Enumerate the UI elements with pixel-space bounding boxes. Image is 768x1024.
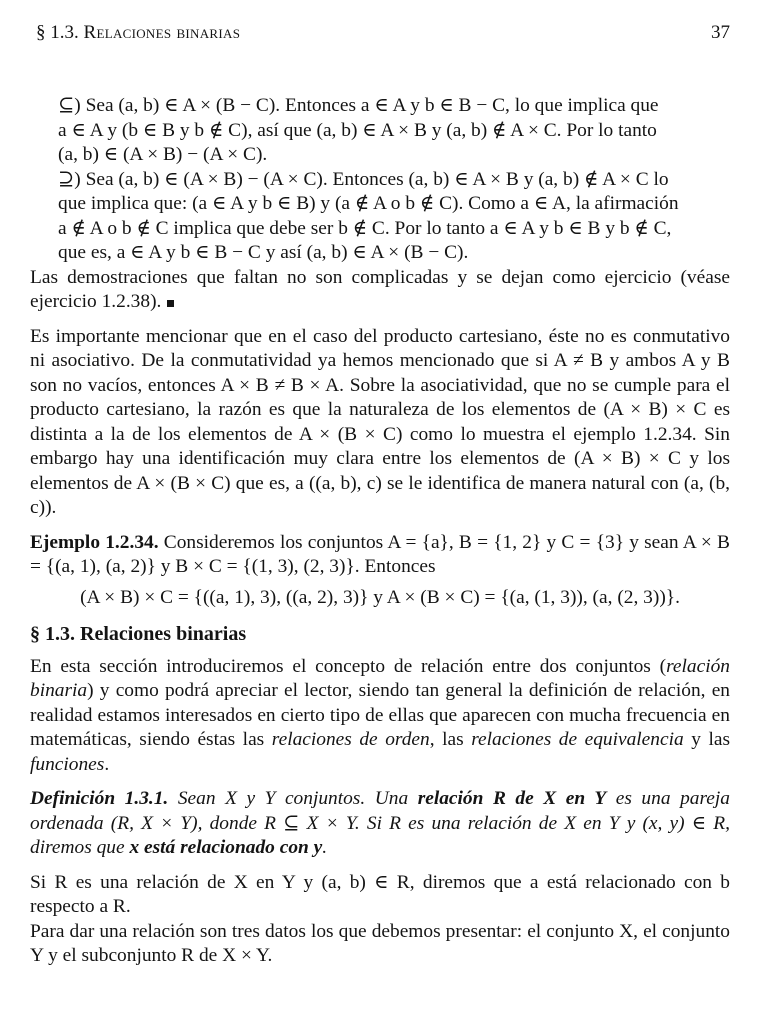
proof-line: (a, b) ∈ (A × B) − (A × C). — [58, 144, 268, 165]
intro-text: ) y como podrá apreciar el lector, siendo tan general la definición de relación, en realidad estamos interesados en cierto tipo de ellas que aparecen con mucha frecuencia en matemáticas, siendo éstas las — [30, 680, 730, 750]
intro-emphasis: relaciones de equivalencia — [471, 729, 684, 750]
example-1-2-34 — [30, 531, 730, 580]
proof-line-text: Sea (a, b) ∈ (A × B) − (A × C). Entonces (a, b) ∈ A × B y (a, b) ∉ A × C lo — [85, 168, 669, 190]
definition-term: x está relacionado con y — [129, 837, 323, 858]
example-display-formula: (A × B) × C = {((a, 1), 3), ((a, 2), 3)} y A × (B × C) = {(a, (1, 3)), (a, (2, 3))}. — [80, 586, 680, 608]
proof-line: que es, a ∈ A y b ∈ B − C y así (a, b) ∈ A × (B − C). — [58, 242, 469, 263]
proof-line: que implica que: (a ∈ A y b ∈ B) y (a ∉ A o b ∉ C). Como a ∈ A, la afirmación — [58, 193, 679, 214]
proof-marker-superset: ⊇) — [58, 168, 81, 190]
proof-subset-case — [30, 94, 730, 168]
running-header-title — [36, 22, 240, 44]
proof-line — [30, 168, 730, 193]
intro-text: En esta sección introduciremos el concepto de relación entre dos conjuntos ( — [30, 655, 667, 677]
proof-closing-text: Las demostraciones que faltan no son complicadas y se dejan como ejercicio (véase ejercicio 1.2.38). — [30, 266, 730, 312]
intro-emphasis: relaciones de orden — [271, 729, 430, 750]
paragraph-three-data: Para dar una relación son tres datos los que debemos presentar: el conjunto X, el conjunto Y y el subconjunto R de X × Y. — [30, 920, 730, 966]
example-text: Consideremos los conjuntos A = {a}, B = {1, 2} y C = {3} y sean A × B = {(a, 1), (a, 2)} y B × C = {(1, 3), (2, 3)}. Entonces — [30, 531, 730, 577]
proof-line: a ∈ A y (b ∈ B y b ∉ C), así que (a, b) ∈ A × B y (a, b) ∉ A × C. Por lo tanto — [58, 119, 657, 141]
intro-text: , las — [429, 729, 472, 750]
intro-text: . — [104, 753, 110, 775]
intro-emphasis: relación binaria — [30, 655, 730, 701]
intro-emphasis: funciones — [30, 753, 105, 775]
running-header-section-title: Relaciones binarias — [83, 22, 241, 43]
proof-line-text: Sea (a, b) ∈ A × (B − C). Entonces a ∈ A y b ∈ B − C, lo que implica que — [85, 95, 659, 116]
section-heading-title: Relaciones binarias — [80, 623, 247, 645]
page-number: 37 — [711, 22, 730, 43]
qed-square-icon — [167, 300, 174, 307]
paragraph-related-respect: Si R es una relación de X en Y y (a, b) ∈ R, diremos que a está relacionado con b respecto a R. — [30, 871, 730, 917]
definition-term: relación R de X en Y — [417, 788, 607, 809]
definition-text: . — [322, 837, 328, 858]
definition-text: es una pareja ordenada (R, X × Y), donde R ⊆ X × Y. Si R es una relación de X en Y y (x, y) ∈ R, diremos que — [30, 788, 730, 858]
section-intro — [30, 655, 730, 778]
definition-label: Definición 1.3.1. — [30, 788, 169, 809]
definition-1-3-1 — [30, 787, 730, 861]
section-heading-label: § 1.3. — [30, 623, 75, 645]
proof-superset-case — [30, 168, 730, 266]
proof-marker-subset: ⊆) — [58, 95, 81, 116]
proof-line: a ∉ A o b ∉ C implica que debe ser b ∉ C. Por lo tanto a ∈ A y b ∈ B y b ∉ C, — [58, 217, 672, 239]
example-label: Ejemplo 1.2.34. — [30, 531, 159, 553]
running-header — [36, 22, 730, 44]
definition-text: Sean X y Y conjuntos. Una — [177, 788, 418, 809]
section-heading — [30, 622, 730, 647]
running-header-section-label: § 1.3. — [36, 22, 79, 43]
proof-closing — [30, 266, 730, 315]
intro-text: y las — [683, 729, 730, 750]
proof-line — [30, 94, 730, 119]
page-body — [30, 94, 730, 969]
paragraph-cartesian-product: Es importante mencionar que en el caso del producto cartesiano, éste no es conmutativo ni asociativo. De la conmutatividad ya hemos mencionado que si A ≠ B y ambos A y B son no vacíos, entonces A × B ≠ B × A. Sobre la asociatividad, que no se cumple para el producto cartesiano, la razón es que la naturaleza de los elementos de (A × B) × C es distinta a la de los elementos de A × (B × C) como lo muestra el ejemplo 1.2.34. Sin embargo hay una identificación muy clara entre los elementos de (A × B) × C y los elementos de A × (B × C) que es, a ((a, b), c) se le identifica de manera natural con (a, (b, c)). — [30, 325, 730, 518]
